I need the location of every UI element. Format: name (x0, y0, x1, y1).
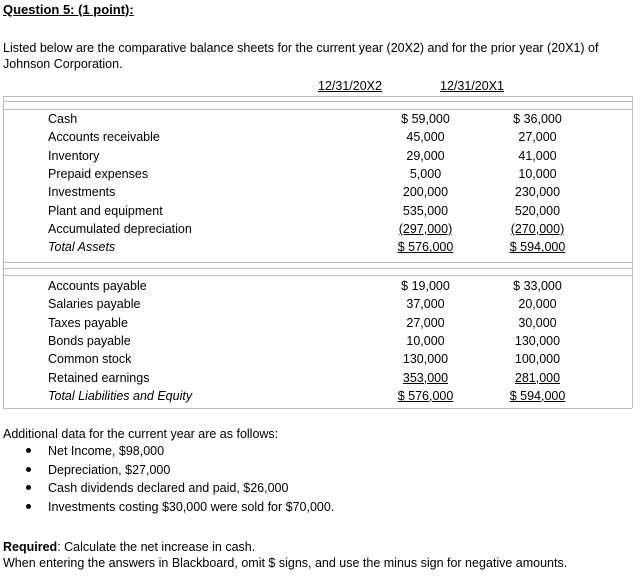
current-value: 130,000 (402, 352, 449, 367)
row-label: Salaries payable (48, 297, 141, 312)
row-label: Investments (48, 185, 116, 200)
prior-value: 27,000 (518, 130, 557, 145)
grid-line (3, 262, 632, 263)
current-value: 200,000 (402, 185, 449, 200)
row-label: Cash (48, 112, 78, 127)
prior-value: 30,000 (518, 315, 557, 330)
total-assets-current: $ 576,000 (397, 240, 454, 255)
column-header-prior: 12/31/20X1 (440, 79, 504, 93)
question-title: Question 5: (1 point): (3, 2, 134, 17)
table-row (3, 350, 632, 368)
table-row (3, 128, 632, 146)
additional-data-list (22, 442, 334, 516)
prior-value: 41,000 (518, 148, 557, 163)
total-liabilities-current: $ 576,000 (397, 388, 454, 403)
current-value: $ 19,000 (401, 279, 450, 294)
current-value: 29,000 (406, 148, 445, 163)
total-row (3, 387, 632, 405)
table-row (3, 295, 632, 313)
required-text: : Calculate the net increase in cash. (57, 540, 256, 554)
prior-value: (270,000) (510, 221, 565, 236)
current-value: 353,000 (402, 370, 449, 385)
current-value: (297,000) (398, 221, 453, 236)
table-row (3, 201, 632, 219)
row-label: Inventory (48, 148, 100, 163)
required-label: Required (3, 540, 58, 554)
row-label: Accounts receivable (48, 130, 160, 145)
list-item: Net Income, $98,000 (22, 442, 334, 461)
table-row (3, 110, 632, 128)
grid-line (3, 101, 632, 102)
row-label: Accounts payable (48, 279, 147, 294)
list-item: Depreciation, $27,000 (22, 461, 334, 480)
current-value: 45,000 (406, 130, 445, 145)
list-item: Cash dividends declared and paid, $26,000 (22, 479, 334, 498)
prior-value: 10,000 (518, 167, 557, 182)
prior-value: 230,000 (514, 185, 561, 200)
instruction-line: When entering the answers in Blackboard, omit $ signs, and use the minus sign for negative amounts. (3, 556, 568, 570)
table-row (3, 368, 632, 386)
grid-line (3, 268, 632, 269)
total-row (3, 238, 632, 256)
row-label: Prepaid expenses (48, 167, 149, 182)
table-row (3, 147, 632, 165)
row-label: Bonds payable (48, 334, 131, 349)
row-label: Common stock (48, 352, 132, 367)
prior-value: 100,000 (514, 352, 561, 367)
grid-line (3, 275, 632, 276)
current-value: 10,000 (406, 334, 445, 349)
row-label: Taxes payable (48, 315, 128, 330)
question-intro: Listed below are the comparative balance sheets for the current year (20X2) and for the prior year (20X1) of Johnson Corporation. (3, 41, 599, 71)
prior-value: $ 36,000 (513, 112, 562, 127)
assets-table (3, 110, 632, 256)
row-label: Plant and equipment (48, 203, 163, 218)
prior-value: 130,000 (514, 334, 561, 349)
current-value: 535,000 (402, 203, 449, 218)
total-assets-label: Total Assets (48, 240, 116, 255)
grid-line (3, 408, 632, 409)
row-label: Retained earnings (48, 370, 150, 385)
prior-value: 20,000 (518, 297, 557, 312)
table-row (3, 314, 632, 332)
prior-value: $ 33,000 (513, 279, 562, 294)
liabilities-table (3, 277, 632, 405)
current-value: 27,000 (406, 315, 445, 330)
prior-value: 520,000 (514, 203, 561, 218)
table-row (3, 332, 632, 350)
required-line (3, 540, 255, 554)
list-item: Investments costing $30,000 were sold for $70,000. (22, 498, 334, 517)
grid-line (632, 96, 633, 408)
column-header-current: 12/31/20X2 (318, 79, 382, 93)
current-value: 37,000 (406, 297, 445, 312)
grid-line (3, 96, 632, 97)
additional-data-heading: Additional data for the current year are as follows: (3, 427, 279, 441)
table-row (3, 220, 632, 238)
total-liabilities-prior: $ 594,000 (509, 388, 566, 403)
row-label: Accumulated depreciation (48, 221, 192, 236)
prior-value: 281,000 (514, 370, 561, 385)
table-row (3, 183, 632, 201)
total-liabilities-label: Total Liabilities and Equity (48, 388, 193, 403)
current-value: 5,000 (409, 167, 442, 182)
current-value: $ 59,000 (401, 112, 450, 127)
total-assets-prior: $ 594,000 (509, 240, 566, 255)
table-row (3, 277, 632, 295)
table-row (3, 165, 632, 183)
